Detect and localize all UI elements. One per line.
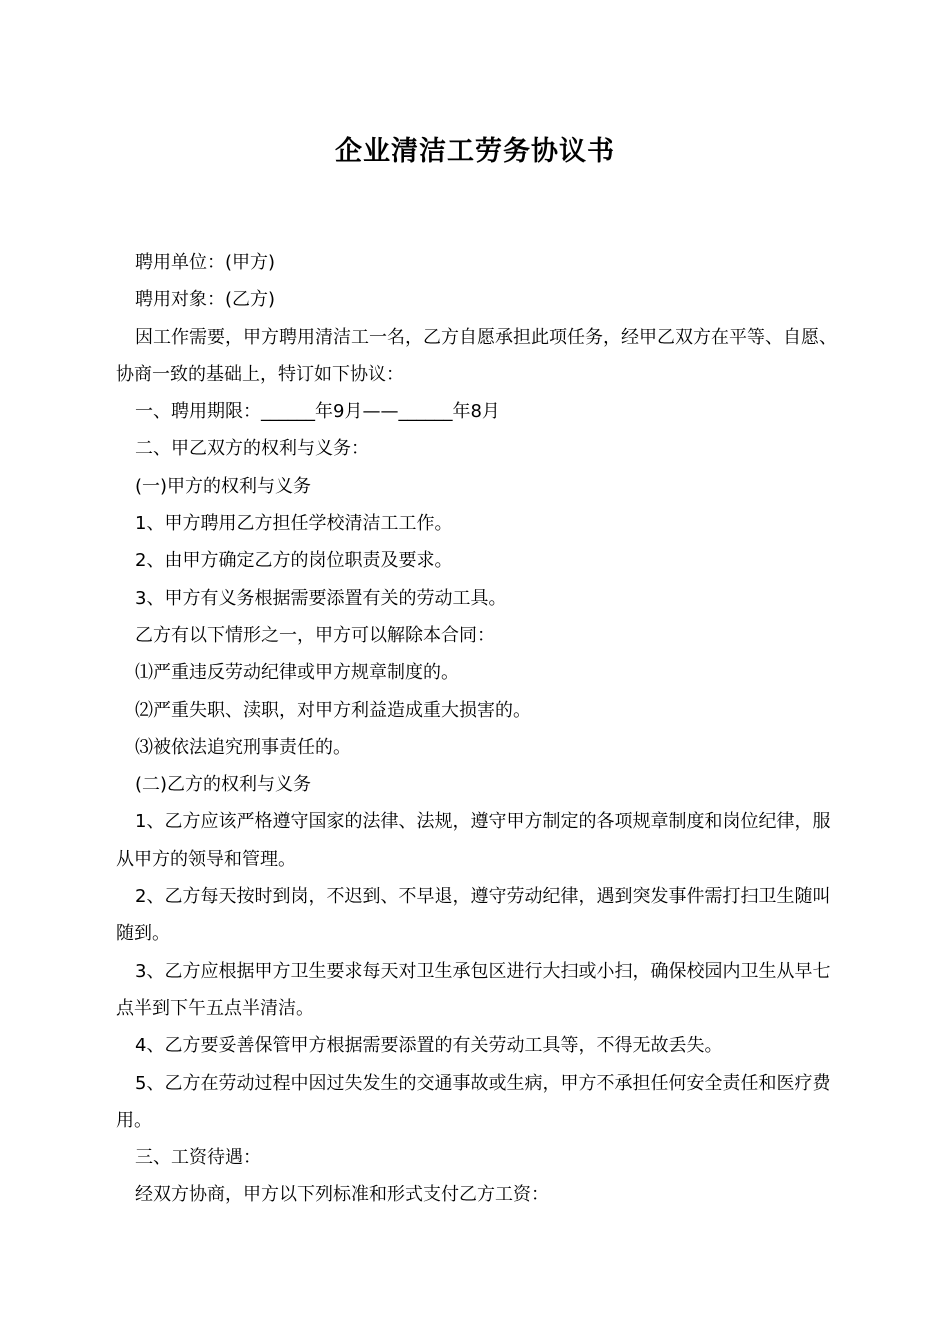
termination-item-1: ⑴严重违反劳动纪律或甲方规章制度的。 (135, 662, 459, 684)
paragraph-employer: 聘用单位：(甲方) (135, 252, 276, 273)
section-heading-wages: 三、工资待遇： (135, 1147, 261, 1169)
clause-a-1: 1、甲方聘用乙方担任学校清洁工工作。 (135, 513, 453, 535)
document-title: 企业清洁工劳务协议书 (335, 136, 615, 167)
paragraph-employee: 聘用对象：(乙方) (135, 289, 276, 311)
paragraph-intro: 因工作需要，甲方聘用清洁工一名，乙方自愿承担此项任务，经甲乙双方在平等、自愿、协商一致的基础上，特订如下协议： (116, 326, 837, 385)
clause-a-2: 2、由甲方确定乙方的岗位职责及要求。 (135, 550, 453, 572)
paragraph-term: 一、聘用期限：______年9月——______年8月 (135, 401, 500, 423)
subsection-heading-party-a: (一)甲方的权利与义务 (135, 475, 312, 497)
clause-b-1: 1、乙方应该严格遵守国家的法律、法规，遵守甲方制定的各项规章制度和岗位纪律，服从甲方的领导和管理。 (116, 811, 831, 870)
clause-b-2: 2、乙方每天按时到岗，不迟到、不早退，遵守劳动纪律，遇到突发事件需打扫卫生随叫随到。 (116, 886, 831, 945)
termination-item-2: ⑵严重失职、渎职，对甲方利益造成重大损害的。 (135, 699, 531, 721)
termination-item-3: ⑶被依法追究刑事责任的。 (135, 736, 351, 758)
paragraph-wages: 经双方协商，甲方以下列标准和形式支付乙方工资： (135, 1184, 549, 1206)
clause-b-3: 3、乙方应根据甲方卫生要求每天对卫生承包区进行大扫或小扫，确保校园内卫生从早七点半到下午五点半清洁。 (116, 960, 831, 1019)
section-heading-rights: 二、甲乙双方的权利与义务： (135, 438, 369, 460)
clause-b-5: 5、乙方在劳动过程中因过失发生的交通事故或生病，甲方不承担任何安全责任和医疗费用。 (116, 1072, 831, 1131)
subsection-heading-party-b: (二)乙方的权利与义务 (135, 774, 312, 796)
clause-a-3: 3、甲方有义务根据需要添置有关的劳动工具。 (135, 587, 507, 609)
document-body (116, 244, 846, 1214)
paragraph-termination: 乙方有以下情形之一，甲方可以解除本合同： (135, 624, 495, 646)
clause-b-4: 4、乙方要妥善保管甲方根据需要添置的有关劳动工具等，不得无故丢失。 (135, 1035, 723, 1057)
